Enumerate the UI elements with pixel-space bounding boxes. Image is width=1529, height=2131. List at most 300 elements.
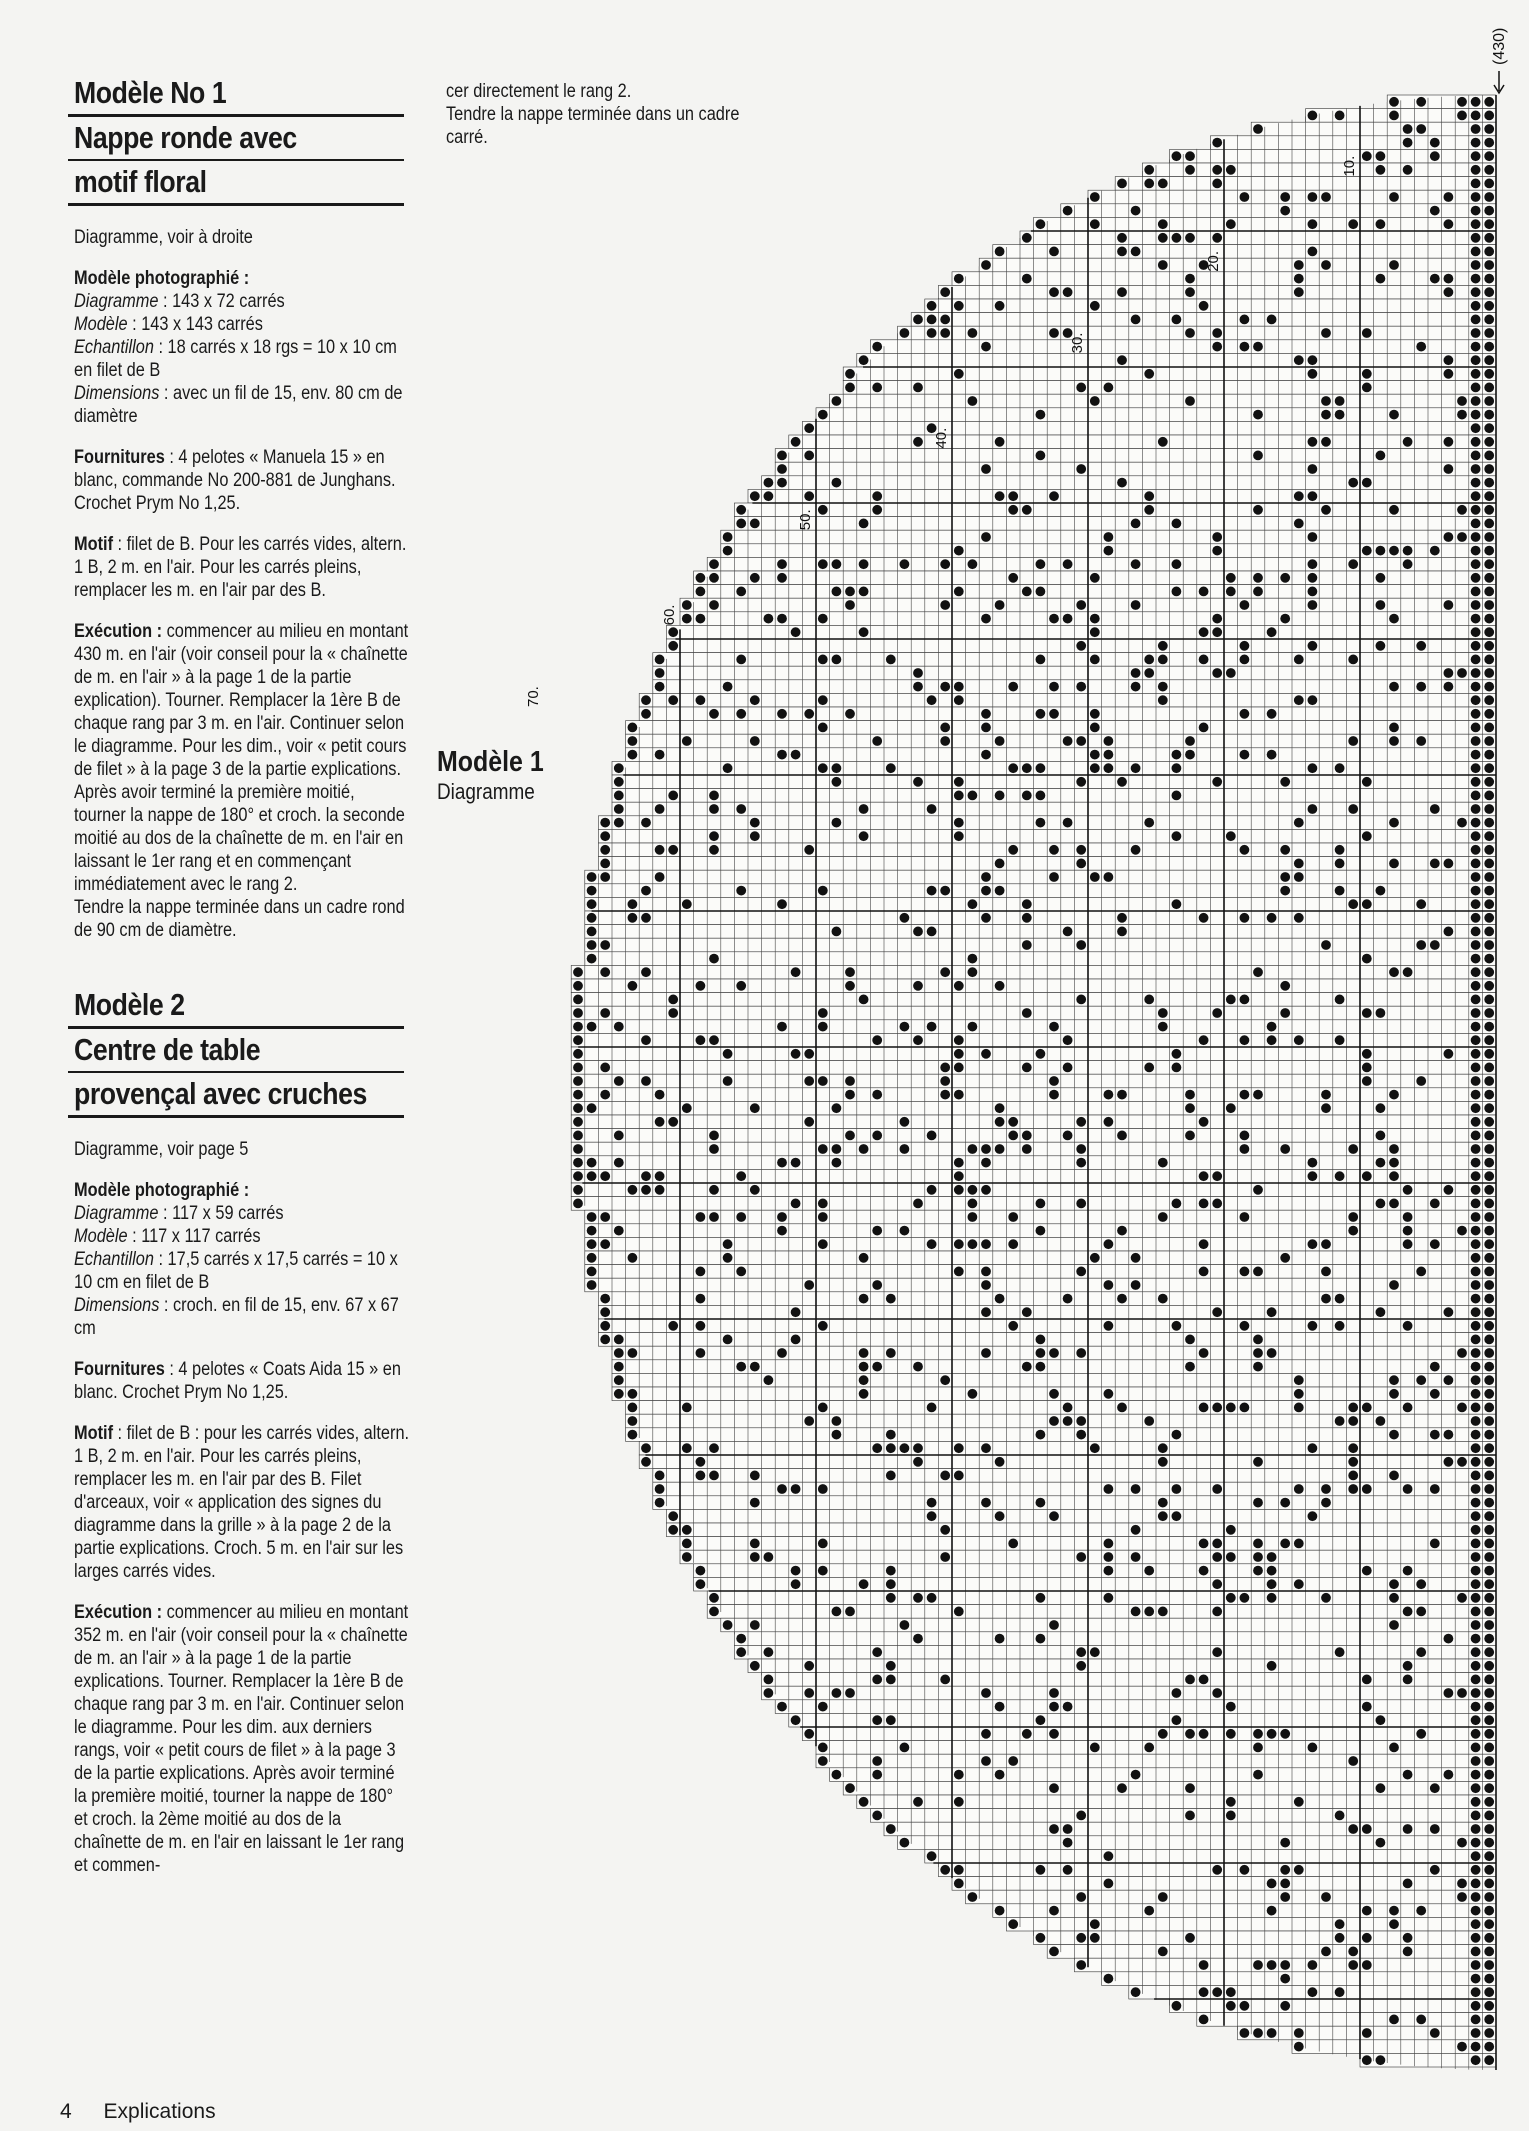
filled-square [968,791,978,801]
filled-square [573,1171,583,1181]
filled-square [696,1294,706,1304]
filled-square [995,301,1005,311]
filled-square [1308,369,1318,379]
filled-square [1471,723,1481,733]
filled-square [709,1035,719,1045]
filled-square [1444,1430,1454,1440]
filled-square [1335,886,1345,896]
filled-square [1131,682,1141,692]
filled-square [1471,1675,1481,1685]
filled-square [709,1607,719,1617]
filled-square [587,1158,597,1168]
filled-square [1471,1634,1481,1644]
filled-square [1280,2001,1290,2011]
filled-square [1199,1199,1209,1209]
filled-square [1308,464,1318,474]
filled-square [968,954,978,964]
filled-square [1389,2015,1399,2025]
filled-square [845,1131,855,1141]
filled-square [1416,1267,1426,1277]
filled-square [1185,1103,1195,1113]
filled-square [1484,763,1494,773]
filled-square [600,1212,610,1222]
filled-square [1471,627,1481,637]
filled-square [1294,1389,1304,1399]
filled-square [804,451,814,461]
filled-square [872,383,882,393]
filled-square [1144,179,1154,189]
filled-square [1471,328,1481,338]
filled-square [845,369,855,379]
filled-square [1484,1226,1494,1236]
filled-square [1362,831,1372,841]
filled-square [954,1443,964,1453]
filled-square [791,750,801,760]
filled-square [1131,1607,1141,1617]
filled-square [1471,995,1481,1005]
model2-execution: Exécution : commencer au milieu en montant 352 m. en l'air (voir conseil pour la « chaînette de m. an l'air » à la page 1 de la partie explications. Tourner. Remplacer la 1ère B de chaque rang par 3 m. en l'air. Continuer selon le diagramme. Pour les dim. aux derniers rangs, voir « petit cours de filet » à la page 3 de la partie explications. Après avoir terminé la première moitié, tourner la nappe de 180° et croch. la 2ème moitié au dos de la chaînette de m. en l'air en laissant le 1er rang et commen- [74,1602,409,1876]
filled-square [1348,1226,1358,1236]
row-label: 10. [1341,155,1358,177]
filled-square [940,736,950,746]
filled-square [1430,1430,1440,1440]
filled-square [1036,1593,1046,1603]
filled-square [1471,682,1481,692]
filled-square [1484,437,1494,447]
filled-square [832,1770,842,1780]
filled-square [1212,668,1222,678]
filled-square [1022,1008,1032,1018]
filled-square [1321,1484,1331,1494]
filled-square [872,1280,882,1290]
row-label: 60. [661,604,678,626]
filled-square [845,587,855,597]
filled-square [968,1389,978,1399]
filled-square [614,1022,624,1032]
filled-square [1090,219,1100,229]
filled-square [913,315,923,325]
filled-square [1090,763,1100,773]
filled-square [1416,940,1426,950]
filled-square [655,1498,665,1508]
filled-square [1199,301,1209,311]
filled-square [1199,1987,1209,1997]
filled-square [1158,655,1168,665]
filled-square [1484,247,1494,257]
filled-square [927,1851,937,1861]
filled-square [791,1335,801,1345]
filled-square [1376,886,1386,896]
filled-square [1484,2042,1494,2052]
filled-square [1484,1634,1494,1644]
filled-square [1484,587,1494,597]
filled-square [1144,818,1154,828]
filled-square [600,1294,610,1304]
filled-square [614,818,624,828]
filled-square [940,1375,950,1385]
filled-square [1484,1049,1494,1059]
filled-square [1484,151,1494,161]
filled-square [1376,1838,1386,1848]
filled-square [1172,1049,1182,1059]
filled-square [1389,818,1399,828]
filled-square [587,899,597,909]
filled-square [900,1620,910,1630]
filled-square [804,1729,814,1739]
filled-square [1471,1117,1481,1127]
filled-square [1076,1811,1086,1821]
filled-square [1199,1675,1209,1685]
filled-square [1185,1362,1195,1372]
filled-square [1036,1362,1046,1372]
filled-square [1484,845,1494,855]
filled-square [1131,763,1141,773]
filled-square [1484,287,1494,297]
filled-square [1471,423,1481,433]
filled-square [1471,1879,1481,1889]
filled-square [981,532,991,542]
filled-square [573,1199,583,1209]
page-footer [60,2100,242,2124]
filled-square [1049,845,1059,855]
filled-square [655,1484,665,1494]
filled-square [1471,1702,1481,1712]
filled-square [1484,750,1494,760]
filled-square [872,1090,882,1100]
filled-square [1308,695,1318,705]
filled-square [1036,1199,1046,1209]
filled-square [1104,1552,1114,1562]
filled-square [1036,1348,1046,1358]
filled-square [600,1090,610,1100]
filled-square [818,1321,828,1331]
filled-square [1471,1348,1481,1358]
filled-square [1430,1199,1440,1209]
filled-square [1484,383,1494,393]
filled-square [1484,1715,1494,1725]
filled-square [764,1675,774,1685]
filled-square [1403,1484,1413,1494]
filled-square [1471,927,1481,937]
filled-square [1253,1729,1263,1739]
filled-square [886,1430,896,1440]
filled-square [1484,219,1494,229]
filled-square [1212,614,1222,624]
filled-square [1036,1226,1046,1236]
filled-square [1471,1838,1481,1848]
filled-square [1158,695,1168,705]
filled-square [913,1634,923,1644]
filled-square [940,1471,950,1481]
filled-square [1471,1824,1481,1834]
top-marker: (430) [1491,27,1508,65]
filled-square [1294,913,1304,923]
filled-square [1348,1756,1358,1766]
filled-square [1308,641,1318,651]
filled-square [1416,736,1426,746]
filled-square [1471,2042,1481,2052]
filled-square [668,995,678,1005]
filled-square [1430,546,1440,556]
filled-square [1144,1416,1154,1426]
filled-square [1172,1484,1182,1494]
filled-square [1308,192,1318,202]
filled-square [1444,355,1454,365]
filled-square [1403,1879,1413,1889]
filled-square [1185,1783,1195,1793]
filled-square [1471,1797,1481,1807]
filled-square [1267,709,1277,719]
filled-square [859,831,869,841]
filled-square [995,859,1005,869]
filled-square [1471,954,1481,964]
filled-square [1444,274,1454,284]
filled-square [1471,1566,1481,1576]
filled-square [940,1063,950,1073]
filled-square [1117,1090,1127,1100]
filled-square [1471,383,1481,393]
filled-square [1117,927,1127,937]
filled-square [1389,1620,1399,1630]
filled-square [981,886,991,896]
filled-square [981,260,991,270]
filled-square [1090,1443,1100,1453]
filled-square [886,1715,896,1725]
filled-square [736,981,746,991]
filled-square [777,899,787,909]
row-label: 40. [933,427,950,449]
filled-square [1484,559,1494,569]
filled-square [1471,886,1481,896]
filled-square [1036,1933,1046,1943]
filled-square [1416,641,1426,651]
filled-square [1484,641,1494,651]
filled-square [1280,1498,1290,1508]
filled-square [1226,668,1236,678]
filled-square [750,1471,760,1481]
filled-square [1076,1117,1086,1127]
filled-square [1090,1647,1100,1657]
filled-square [1199,1539,1209,1549]
filled-square [764,1552,774,1562]
filled-square [859,1348,869,1358]
filled-square [981,1498,991,1508]
filled-square [1022,1729,1032,1739]
filled-square [1430,2028,1440,2038]
filled-square [1199,1729,1209,1739]
model1-spec-0: Diagramme : 143 x 72 carrés [74,291,285,312]
filled-square [1090,614,1100,624]
filled-square [1172,831,1182,841]
filled-square [1076,682,1086,692]
filled-square [655,845,665,855]
filled-square [913,1199,923,1209]
filled-square [1049,491,1059,501]
filled-square [1022,1362,1032,1372]
filled-square [750,736,760,746]
filled-square [1471,369,1481,379]
filled-square [1484,111,1494,121]
filled-square [600,967,610,977]
filled-square [818,505,828,515]
filled-square [954,1865,964,1875]
filled-square [1117,233,1127,243]
filled-square [1335,1294,1345,1304]
filled-square [1212,328,1222,338]
filled-square [981,1144,991,1154]
filled-square [1430,138,1440,148]
filled-square [1158,1212,1168,1222]
filled-square [1484,1171,1494,1181]
filled-square [1484,1131,1494,1141]
filled-square [913,927,923,937]
filled-square [1049,682,1059,692]
filled-square [1471,1049,1481,1059]
filled-square [1280,1253,1290,1263]
filled-square [1158,682,1168,692]
filled-square [995,1103,1005,1113]
filled-square [1090,1743,1100,1753]
filled-square [587,1103,597,1113]
filled-square [1376,1416,1386,1426]
filled-square [1484,342,1494,352]
filled-square [832,1430,842,1440]
filled-square [1471,1362,1481,1372]
filled-square [900,559,910,569]
filled-square [1172,559,1182,569]
filled-square [1022,1131,1032,1141]
filled-square [696,1035,706,1045]
filled-square [954,1770,964,1780]
filled-square [1063,1294,1073,1304]
filled-square [859,559,869,569]
filled-square [1484,1607,1494,1617]
filled-square [954,1267,964,1277]
filled-square [859,1579,869,1589]
filled-square [1321,1498,1331,1508]
filled-square [573,1090,583,1100]
filled-square [1076,1552,1086,1562]
filled-square [1022,763,1032,773]
filled-square [1321,410,1331,420]
filled-square [1471,274,1481,284]
filled-square [1240,192,1250,202]
filled-square [832,559,842,569]
filled-square [1348,478,1358,488]
filled-square [723,1335,733,1345]
filled-square [1484,1008,1494,1018]
filled-square [1076,1199,1086,1209]
filled-square [1308,559,1318,569]
filled-square [1471,355,1481,365]
filled-square [804,1416,814,1426]
filled-square [1430,1783,1440,1793]
filled-square [940,328,950,338]
filled-square [1484,682,1494,692]
filled-square [1335,859,1345,869]
filled-square [1036,655,1046,665]
filled-square [573,967,583,977]
filled-square [1076,1267,1086,1277]
filled-square [981,1729,991,1739]
filled-square [954,546,964,556]
filled-square [1484,981,1494,991]
filled-square [1212,1987,1222,1997]
filled-square [1484,233,1494,243]
filled-square [682,1539,692,1549]
filled-square [940,1552,950,1562]
filled-square [859,1375,869,1385]
filled-square [1484,1688,1494,1698]
filled-square [1294,655,1304,665]
filled-square [1484,791,1494,801]
filled-square [1457,396,1467,406]
filled-square [1416,899,1426,909]
filled-square [1335,396,1345,406]
filled-square [954,682,964,692]
filled-square [1308,219,1318,229]
filled-square [1471,1375,1481,1385]
filled-square [1267,1566,1277,1576]
filled-square [723,1239,733,1249]
filled-square [804,709,814,719]
filled-square [1117,1403,1127,1413]
model1-spec-1: Modèle : 143 x 143 carrés [74,314,263,335]
filled-square [696,573,706,583]
filled-square [968,899,978,909]
filled-square [1131,1280,1141,1290]
filled-square [1158,1729,1168,1739]
filled-square [940,886,950,896]
filled-square [1484,1076,1494,1086]
filled-square [1457,1457,1467,1467]
filled-square [1430,1539,1440,1549]
filled-square [1362,151,1372,161]
filled-square [927,1131,937,1141]
filled-square [900,1022,910,1032]
filled-square [1484,655,1494,665]
filled-square [1063,1035,1073,1045]
filled-square [1049,1416,1059,1426]
filled-square [1022,233,1032,243]
filled-square [1022,505,1032,515]
filled-square [1321,940,1331,950]
filled-square [1471,151,1481,161]
filled-square [1253,410,1263,420]
filled-square [628,750,638,760]
filled-square [1471,1199,1481,1209]
filled-square [1253,1960,1263,1970]
filled-square [1158,641,1168,651]
filled-square [1076,1647,1086,1657]
filled-square [1036,1865,1046,1875]
filled-square [981,1267,991,1277]
filled-square [1131,1525,1141,1535]
filled-square [1226,1103,1236,1113]
filled-square [1471,1171,1481,1181]
filled-square [1484,1022,1494,1032]
filled-square [913,682,923,692]
filled-square [804,1688,814,1698]
filled-square [859,1362,869,1372]
filled-square [1321,192,1331,202]
filled-square [1362,954,1372,964]
filled-square [1389,546,1399,556]
filled-square [1430,1389,1440,1399]
filled-square [1444,1688,1454,1698]
filled-square [1008,1117,1018,1127]
filled-square [1471,967,1481,977]
